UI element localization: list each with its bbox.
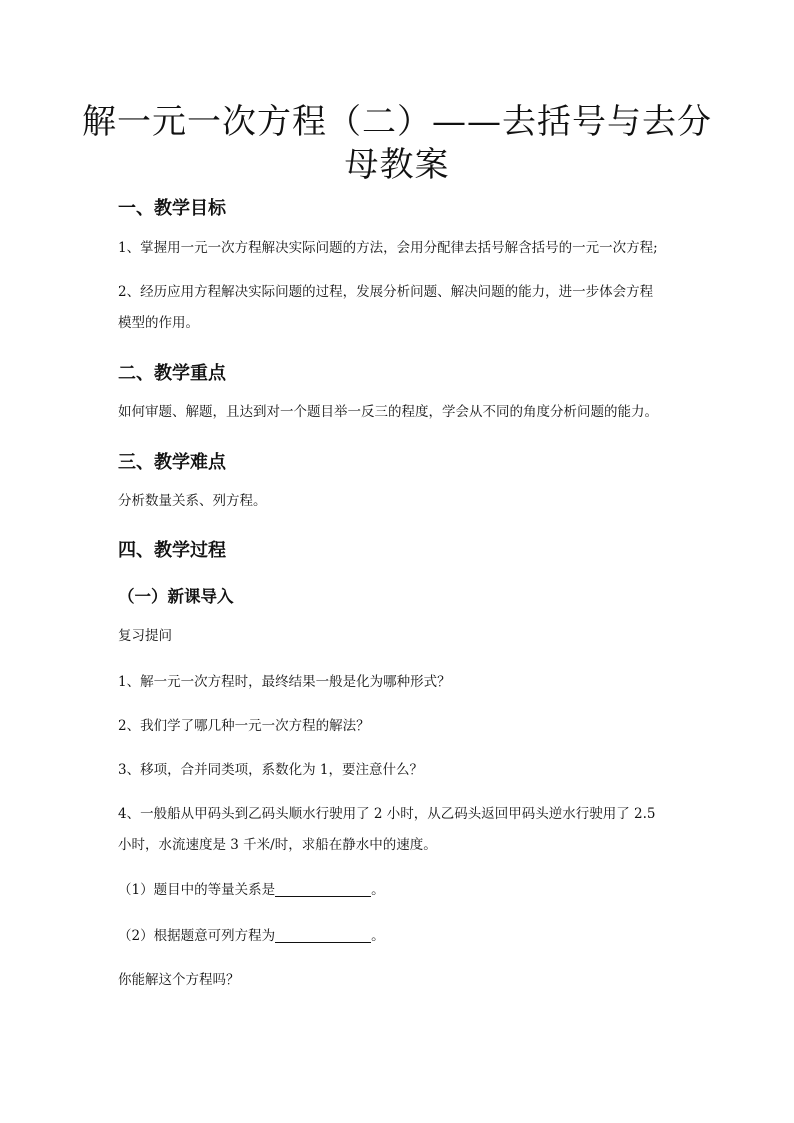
objective-item-2-line2: 模型的作用。: [118, 315, 199, 331]
answer-blank-2[interactable]: [275, 928, 371, 943]
section-heading-key-points: 二、教学重点: [118, 363, 226, 384]
question-4-line1: 4、一般船从甲码头到乙码头顺水行驶用了 2 小时，从乙码头返回甲码头逆水行驶用了 2.5: [118, 806, 656, 822]
section-heading-difficulties: 三、教学难点: [118, 452, 226, 473]
fill-in-2: [118, 926, 385, 946]
question-3: 3、移项，合并同类项，系数化为 1，要注意什么？: [118, 762, 423, 778]
key-points-text: 如何审题、解题，且达到对一个题目举一反三的程度，学会从不同的角度分析问题的能力。: [118, 404, 658, 420]
objective-item-1: 1、掌握用一元一次方程解决实际问题的方法，会用分配律去括号解含括号的一元一次方程;: [118, 240, 658, 256]
objective-item-2-line1: 2、经历应用方程解决实际问题的过程，发展分析问题、解决问题的能力，进一步体会方程: [118, 284, 654, 300]
fill-in-2-suffix: 。: [371, 928, 385, 944]
section-heading-objectives: 一、教学目标: [118, 198, 226, 219]
answer-blank-1[interactable]: [275, 882, 371, 897]
doc-title-line1: 解一元一次方程（二）——去括号与去分: [82, 102, 712, 142]
doc-title-line2: 母教案: [344, 145, 450, 185]
question-1: 1、解一元一次方程时，最终结果一般是化为哪种形式？: [118, 674, 451, 690]
difficulties-text: 分析数量关系、列方程。: [118, 493, 267, 509]
review-label: 复习提问: [118, 628, 172, 644]
fill-in-1-prefix: （1）题目中的等量关系是: [118, 882, 276, 898]
question-2: 2、我们学了哪几种一元一次方程的解法？: [118, 718, 370, 734]
section-heading-process: 四、教学过程: [118, 540, 226, 561]
question-4-line2: 小时，水流速度是 3 千米/时，求船在静水中的速度。: [118, 837, 437, 853]
subsection-heading-intro: （一）新课导入: [118, 587, 234, 606]
fill-in-2-prefix: （2）根据题意可列方程为: [118, 928, 276, 944]
fill-in-1: [118, 880, 385, 900]
fill-in-1-suffix: 。: [371, 882, 385, 898]
closing-question: 你能解这个方程吗？: [118, 972, 240, 988]
